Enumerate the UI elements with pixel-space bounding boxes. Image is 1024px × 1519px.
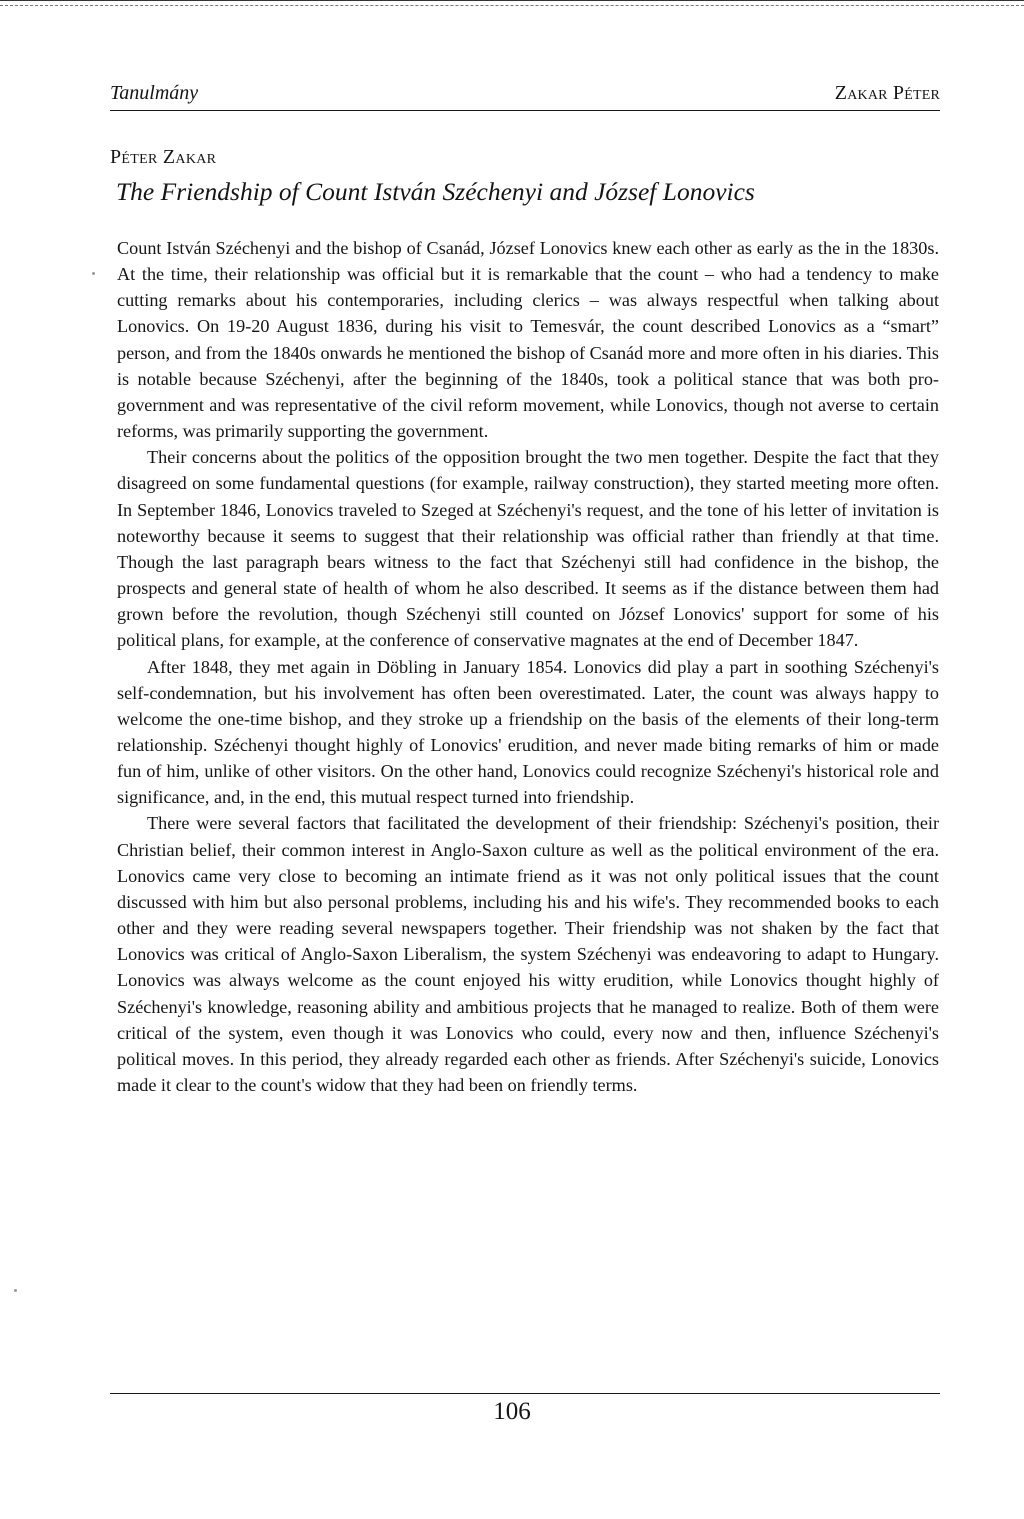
article-body (117, 235, 939, 1098)
section-label: Tanulmány (110, 82, 199, 104)
scan-edge-line (0, 0, 1024, 7)
footer-rule (110, 1393, 940, 1394)
paragraph: Count István Széchenyi and the bishop of Csanád, József Lonovics knew each other as early as the in the 1830s. At the time, their relationship was official but it is remarkable that the count – who had a tendency to make cutting remarks about his contemporaries, including clerics – was always respectful when talking about Lonovics. On 19-20 August 1836, during his visit to Temesvár, the count described Lonovics as a “smart” person, and from the 1840s onwards he mentioned the bishop of Csanád more and more often in his diaries. This is notable because Széchenyi, after the beginning of the 1840s, took a political stance that was both pro-government and was representative of the civil reform movement, while Lonovics, though not averse to certain reforms, was primarily supporting the government. (117, 238, 939, 442)
article-author: Péter Zakar (110, 146, 217, 168)
scan-speck (14, 1289, 17, 1292)
paragraph: There were several factors that facilitated the development of their friendship: Széchenyi's position, their Christian belief, their common interest in Anglo-Saxon culture as well as the political environment of the era. Lonovics came very close to becoming an intimate friend as it was not only political issues that the count discussed with him but also personal problems, including his and his wife's. They recommended books to each other and they were reading several newspapers together. Their friendship was not shaken by the fact that Lonovics was critical of Anglo-Saxon Liberalism, the system Széchenyi was endeavoring to adapt to Hungary. Lonovics was always welcome as the count enjoyed his witty erudition, while Lonovics thought highly of Széchenyi's knowledge, reasoning ability and ambitious projects that he managed to realize. Both of them were critical of the system, even though it was Lonovics who could, every now and then, influence Széchenyi's political moves. In this period, they already regarded each other as friends. After Széchenyi's suicide, Lonovics made it clear to the count's widow that they had been on friendly terms. (117, 813, 939, 1095)
article-title: The Friendship of Count István Széchenyi and József Lonovics (116, 177, 755, 206)
paragraph: Their concerns about the politics of the opposition brought the two men together. Despite the fact that they disagreed on some fundamental questions (for example, railway construction), they started meeting more often. In September 1846, Lonovics traveled to Szeged at Széchenyi's request, and the tone of his letter of invitation is noteworthy because it seems to suggest that their relationship was official rather than friendly at that time. Though the last paragraph bears witness to the fact that Széchenyi still had confidence in the bishop, the prospects and general state of health of whom he also described. It seems as if the distance between them had grown before the revolution, though Széchenyi still counted on József Lonovics' support for some of his political plans, for example, at the conference of conservative magnates at the end of December 1847. (117, 447, 939, 651)
running-header (110, 82, 940, 111)
page-number: 106 (493, 1398, 531, 1425)
scan-speck (92, 272, 95, 275)
paragraph: After 1848, they met again in Döbling in January 1854. Lonovics did play a part in soothing Széchenyi's self-condemnation, but his involvement has often been overestimated. Later, the count was always happy to welcome the one-time bishop, and they stroke up a friendship on the basis of the elements of their long-term relationship. Széchenyi thought highly of Lonovics' erudition, and never made biting remarks of him or made fun of him, unlike of other visitors. On the other hand, Lonovics could recognize Széchenyi's historical role and significance, and, in the end, this mutual respect turned into friendship. (117, 656, 939, 808)
running-author: Zakar Péter (834, 82, 940, 104)
